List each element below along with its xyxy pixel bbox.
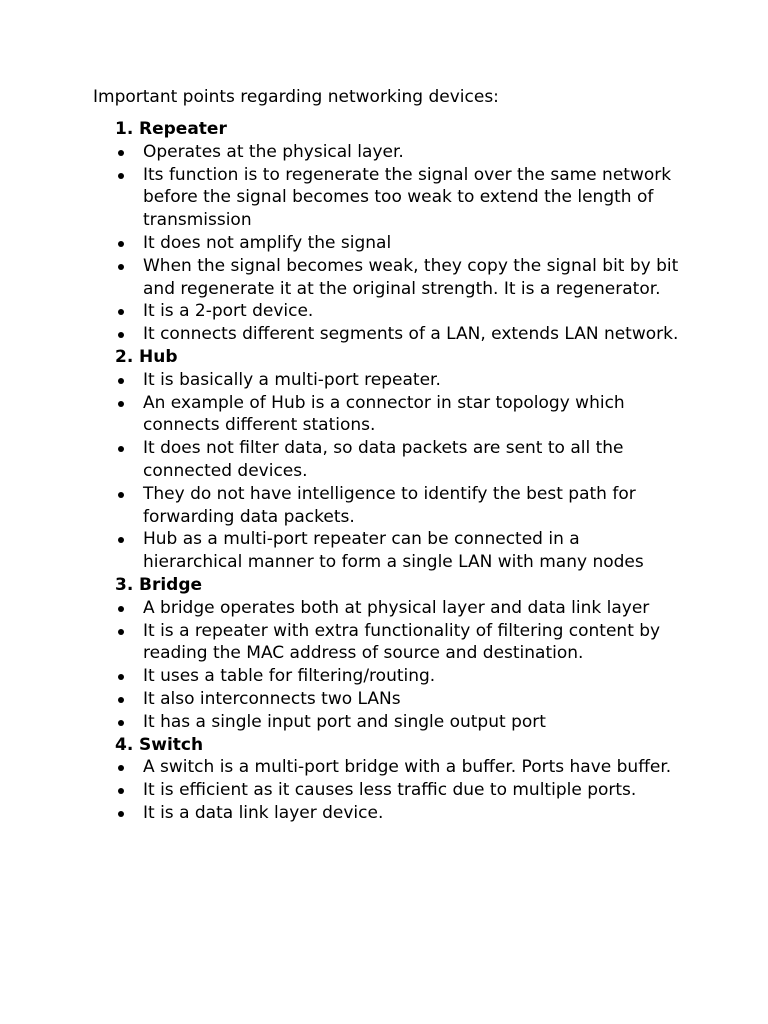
bullet-dot-icon	[118, 720, 124, 726]
bullet-dot-icon	[118, 537, 124, 543]
bullet-dot-icon	[118, 674, 124, 680]
list-item-text: It has a single input port and single output port	[143, 711, 546, 732]
list-item	[0, 528, 683, 574]
list-item-text: They do not have intelligence to identify the best path for forwarding data packets.	[143, 483, 636, 527]
list-item-text: An example of Hub is a connector in star topology which connects different stations.	[143, 392, 625, 436]
bullet-list	[0, 597, 768, 734]
list-item	[0, 141, 683, 164]
section-heading	[0, 574, 768, 597]
list-item	[0, 369, 683, 392]
list-item-text: It uses a table for filtering/routing.	[143, 666, 436, 687]
list-item-text: It is basically a multi-port repeater.	[143, 369, 441, 390]
list-item	[0, 665, 683, 688]
list-item-text: It is a 2-port device.	[143, 301, 314, 322]
section-number: 2.	[115, 346, 134, 367]
bullet-dot-icon	[118, 309, 124, 315]
list-item	[0, 164, 683, 232]
bullet-dot-icon	[118, 697, 124, 703]
section-heading	[0, 346, 768, 369]
list-item	[0, 323, 683, 346]
bullet-list	[0, 141, 768, 346]
intro-text: Important points regarding networking devices:	[93, 87, 499, 107]
bullet-dot-icon	[118, 606, 124, 612]
bullet-dot-icon	[118, 401, 124, 407]
document-content	[0, 118, 768, 825]
bullet-dot-icon	[118, 173, 124, 179]
bullet-dot-icon	[118, 765, 124, 771]
section-title: Bridge	[139, 574, 203, 595]
list-item-text: It is a data link layer device.	[143, 802, 384, 823]
bullet-dot-icon	[118, 332, 124, 338]
list-item-text: It is efficient as it causes less traffic due to multiple ports.	[143, 780, 637, 801]
bullet-dot-icon	[118, 446, 124, 452]
section-heading	[0, 118, 768, 141]
bullet-list	[0, 756, 768, 824]
section-title: Hub	[139, 346, 178, 367]
bullet-dot-icon	[118, 264, 124, 270]
list-item-text: A switch is a multi-port bridge with a buffer. Ports have buffer.	[143, 757, 672, 778]
list-item	[0, 802, 683, 825]
list-item	[0, 392, 683, 438]
list-item	[0, 779, 683, 802]
section-heading	[0, 734, 768, 757]
list-item	[0, 756, 683, 779]
list-item	[0, 437, 683, 483]
bullet-list	[0, 369, 768, 574]
bullet-dot-icon	[118, 811, 124, 817]
section-number: 4.	[115, 734, 134, 755]
list-item	[0, 255, 683, 301]
bullet-dot-icon	[118, 241, 124, 247]
list-item	[0, 483, 683, 529]
bullet-dot-icon	[118, 629, 124, 635]
bullet-dot-icon	[118, 788, 124, 794]
section-number: 3.	[115, 574, 134, 595]
section-title: Switch	[139, 734, 204, 755]
bullet-dot-icon	[118, 378, 124, 384]
list-item	[0, 597, 683, 620]
section-number: 1.	[115, 119, 134, 139]
list-item-text: It does not filter data, so data packets are sent to all the connected devices.	[143, 438, 624, 481]
bullet-dot-icon	[118, 150, 124, 156]
list-item	[0, 711, 683, 734]
list-item-text: Operates at the physical layer.	[143, 141, 404, 162]
list-item-text: It is a repeater with extra functionality of filtering content by reading the MAC address of source and destination.	[143, 620, 661, 664]
bullet-dot-icon	[118, 492, 124, 498]
list-item-text: When the signal becomes weak, they copy the signal bit by bit and regenerate it at the original strength. It is a regenerator.	[143, 255, 679, 299]
list-item-text: A bridge operates both at physical layer and data link layer	[143, 597, 650, 618]
list-item-text: Hub as a multi-port repeater can be connected in a hierarchical manner to form a single LAN with many nodes	[143, 529, 644, 573]
list-item-text: It also interconnects two LANs	[143, 688, 401, 709]
list-item-text: Its function is to regenerate the signal over the same network before the signal becomes too weak to extend the length of transmission	[143, 164, 672, 231]
section-title: Repeater	[139, 119, 227, 139]
list-item	[0, 688, 683, 711]
list-item	[0, 232, 683, 255]
list-item	[0, 620, 683, 666]
list-item-text: It does not amplify the signal	[143, 232, 392, 253]
list-item-text: It connects different segments of a LAN, extends LAN network.	[143, 324, 679, 345]
list-item	[0, 300, 683, 323]
